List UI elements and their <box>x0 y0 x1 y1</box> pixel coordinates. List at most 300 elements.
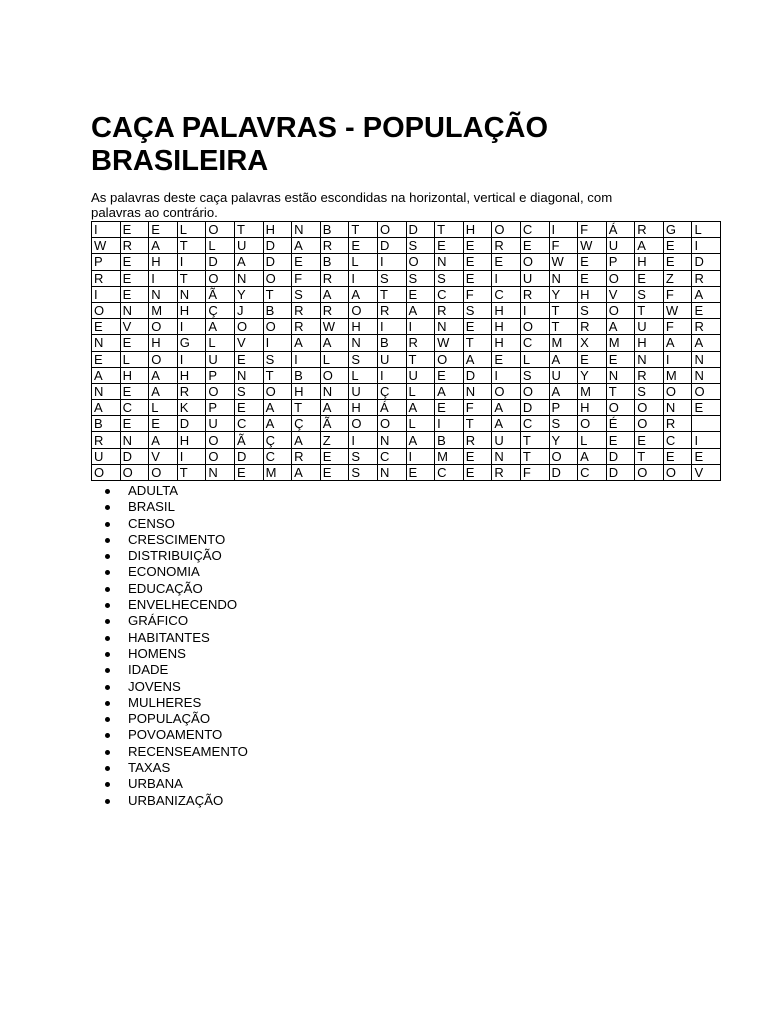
grid-cell: P <box>206 400 235 416</box>
grid-cell: M <box>606 335 635 351</box>
grid-cell: D <box>263 238 292 254</box>
grid-cell: A <box>292 432 321 448</box>
grid-cell: R <box>520 286 549 302</box>
grid-cell: A <box>406 432 435 448</box>
grid-cell: O <box>663 383 692 399</box>
grid-cell: B <box>320 254 349 270</box>
grid-cell: Y <box>578 367 607 383</box>
grid-cell: I <box>520 302 549 318</box>
grid-cell: R <box>406 335 435 351</box>
grid-cell: T <box>463 335 492 351</box>
grid-cell: E <box>692 448 721 464</box>
grid-cell: A <box>149 367 178 383</box>
bullet-icon <box>105 750 110 755</box>
grid-cell: W <box>578 238 607 254</box>
grid-cell: O <box>549 448 578 464</box>
grid-cell: I <box>692 238 721 254</box>
grid-cell: R <box>463 432 492 448</box>
grid-cell: C <box>520 416 549 432</box>
grid-cell: É <box>606 416 635 432</box>
grid-cell: U <box>606 238 635 254</box>
list-item <box>91 564 691 580</box>
grid-cell: A <box>406 302 435 318</box>
list-item <box>91 532 691 548</box>
grid-cell: T <box>549 319 578 335</box>
bullet-icon <box>105 489 110 494</box>
word-label: CRESCIMENTO <box>128 531 226 547</box>
grid-row <box>92 351 721 367</box>
grid-cell: B <box>292 367 321 383</box>
word-label: DISTRIBUIÇÃO <box>128 548 222 564</box>
grid-cell: I <box>406 319 435 335</box>
grid-cell: S <box>263 351 292 367</box>
list-item <box>91 613 691 629</box>
grid-cell: A <box>292 238 321 254</box>
grid-cell: Ç <box>377 383 406 399</box>
grid-cell: O <box>206 383 235 399</box>
grid-cell: H <box>120 367 149 383</box>
grid-cell: I <box>177 254 206 270</box>
grid-cell: I <box>349 270 378 286</box>
grid-cell: O <box>435 351 464 367</box>
grid-cell: A <box>549 351 578 367</box>
word-list <box>91 483 691 809</box>
grid-cell: D <box>549 464 578 480</box>
grid-cell: C <box>578 464 607 480</box>
grid-cell: O <box>635 464 664 480</box>
grid-cell: L <box>406 416 435 432</box>
grid-cell: U <box>520 270 549 286</box>
list-item <box>91 662 691 678</box>
grid-cell: I <box>549 222 578 238</box>
grid-cell: O <box>663 464 692 480</box>
grid-row <box>92 254 721 270</box>
grid-cell: A <box>92 400 121 416</box>
grid-cell: R <box>635 367 664 383</box>
grid-cell: U <box>492 432 521 448</box>
grid-cell: M <box>435 448 464 464</box>
bullet-icon <box>105 782 110 787</box>
grid-cell: H <box>463 222 492 238</box>
grid-cell: H <box>349 319 378 335</box>
grid-cell: A <box>320 335 349 351</box>
grid-cell: F <box>463 400 492 416</box>
grid-cell: O <box>92 302 121 318</box>
grid-cell: M <box>663 367 692 383</box>
grid-cell: N <box>692 351 721 367</box>
grid-cell: E <box>463 270 492 286</box>
grid-cell: E <box>406 464 435 480</box>
grid-cell: E <box>663 238 692 254</box>
grid-cell: A <box>692 335 721 351</box>
grid-cell: V <box>149 448 178 464</box>
grid-cell: N <box>549 270 578 286</box>
grid-cell: N <box>349 335 378 351</box>
grid-cell: O <box>263 383 292 399</box>
grid-cell: N <box>463 383 492 399</box>
grid-cell: H <box>149 254 178 270</box>
grid-cell: I <box>92 286 121 302</box>
grid-cell: N <box>377 464 406 480</box>
grid-cell: I <box>349 432 378 448</box>
grid-cell: S <box>292 286 321 302</box>
page-title: CAÇA PALAVRAS - POPULAÇÃO BRASILEIRA <box>91 112 549 177</box>
grid-cell: C <box>234 416 263 432</box>
grid-cell: H <box>578 400 607 416</box>
grid-cell: L <box>349 254 378 270</box>
grid-cell: E <box>663 254 692 270</box>
grid-cell: L <box>149 400 178 416</box>
grid-cell: T <box>549 302 578 318</box>
grid-row <box>92 400 721 416</box>
grid-cell: D <box>234 448 263 464</box>
grid-cell: T <box>292 400 321 416</box>
word-label: RECENSEAMENTO <box>128 743 248 759</box>
grid-cell: U <box>92 448 121 464</box>
grid-cell: L <box>349 367 378 383</box>
grid-cell: Y <box>234 286 263 302</box>
grid-cell: L <box>206 335 235 351</box>
grid-cell: O <box>206 448 235 464</box>
grid-cell: X <box>578 335 607 351</box>
grid-cell: R <box>492 238 521 254</box>
grid-cell: E <box>435 238 464 254</box>
list-item <box>91 646 691 662</box>
grid-cell: E <box>463 448 492 464</box>
grid-cell: E <box>463 254 492 270</box>
grid-cell: S <box>549 416 578 432</box>
grid-cell: A <box>263 416 292 432</box>
grid-cell: R <box>292 319 321 335</box>
grid-cell: S <box>349 464 378 480</box>
grid-cell: V <box>120 319 149 335</box>
grid-cell: S <box>349 448 378 464</box>
grid-row <box>92 270 721 286</box>
word-label: JOVENS <box>128 678 181 694</box>
grid-cell: D <box>206 254 235 270</box>
grid-cell: N <box>92 335 121 351</box>
grid-cell: S <box>463 302 492 318</box>
grid-cell: M <box>149 302 178 318</box>
grid-cell: C <box>492 286 521 302</box>
grid-cell: Y <box>549 432 578 448</box>
word-label: HABITANTES <box>128 629 210 645</box>
grid-cell: N <box>492 448 521 464</box>
grid-cell: O <box>635 416 664 432</box>
grid-cell: T <box>435 222 464 238</box>
grid-cell: C <box>663 432 692 448</box>
grid-cell: T <box>520 448 549 464</box>
bullet-icon <box>105 717 110 722</box>
bullet-icon <box>105 701 110 706</box>
grid-cell: T <box>263 286 292 302</box>
grid-cell: U <box>206 351 235 367</box>
grid-cell: T <box>177 464 206 480</box>
grid-cell: O <box>492 222 521 238</box>
grid-cell: S <box>635 286 664 302</box>
grid-cell: D <box>406 222 435 238</box>
grid-cell: O <box>520 254 549 270</box>
grid-cell: L <box>206 238 235 254</box>
grid-cell: A <box>606 319 635 335</box>
grid-cell: O <box>263 319 292 335</box>
grid-cell: A <box>406 400 435 416</box>
grid-cell: S <box>349 351 378 367</box>
grid-cell: A <box>492 400 521 416</box>
grid-cell: H <box>292 383 321 399</box>
grid-cell: R <box>320 270 349 286</box>
grid-cell: E <box>234 464 263 480</box>
grid-cell: A <box>663 335 692 351</box>
grid-cell: I <box>406 448 435 464</box>
grid-cell: F <box>463 286 492 302</box>
grid-cell: E <box>463 464 492 480</box>
grid-cell: E <box>120 416 149 432</box>
grid-cell: F <box>578 222 607 238</box>
grid-cell: M <box>578 383 607 399</box>
word-label: ENVELHECENDO <box>128 597 238 613</box>
grid-cell: Z <box>320 432 349 448</box>
grid-cell: O <box>520 383 549 399</box>
bullet-icon <box>105 538 110 543</box>
grid-cell: Á <box>377 400 406 416</box>
word-label: URBANIZAÇÃO <box>128 792 224 808</box>
grid-cell: H <box>492 335 521 351</box>
grid-cell: R <box>177 383 206 399</box>
grid-row <box>92 367 721 383</box>
grid-cell: L <box>320 351 349 367</box>
grid-cell: K <box>177 400 206 416</box>
grid-cell: M <box>263 464 292 480</box>
grid-cell: T <box>635 302 664 318</box>
grid-cell: D <box>463 367 492 383</box>
grid-cell: I <box>663 351 692 367</box>
grid-cell: I <box>377 254 406 270</box>
grid-cell: C <box>520 222 549 238</box>
grid-cell: N <box>234 367 263 383</box>
grid-cell: U <box>377 351 406 367</box>
grid-cell: T <box>520 432 549 448</box>
grid-cell: Ã <box>320 416 349 432</box>
grid-cell: J <box>234 302 263 318</box>
grid-cell: C <box>435 286 464 302</box>
grid-cell: A <box>492 416 521 432</box>
grid-cell: S <box>520 367 549 383</box>
grid-cell: O <box>120 464 149 480</box>
grid-cell: O <box>606 270 635 286</box>
grid-cell: N <box>435 254 464 270</box>
grid-cell: R <box>692 319 721 335</box>
grid-cell: R <box>292 302 321 318</box>
grid-cell: D <box>520 400 549 416</box>
grid-cell: E <box>606 351 635 367</box>
grid-cell: R <box>492 464 521 480</box>
grid-cell: N <box>635 351 664 367</box>
grid-cell: E <box>635 270 664 286</box>
bullet-icon <box>105 522 110 527</box>
grid-cell: E <box>120 286 149 302</box>
grid-cell: W <box>435 335 464 351</box>
grid-cell: E <box>606 432 635 448</box>
grid-cell: R <box>578 319 607 335</box>
list-item <box>91 727 691 743</box>
grid-cell: D <box>606 464 635 480</box>
grid-row <box>92 432 721 448</box>
grid-cell: O <box>234 319 263 335</box>
grid-cell: C <box>520 335 549 351</box>
grid-cell: F <box>549 238 578 254</box>
grid-cell: B <box>435 432 464 448</box>
word-label: EDUCAÇÃO <box>128 580 203 596</box>
grid-cell: O <box>263 270 292 286</box>
grid-cell: L <box>520 351 549 367</box>
grid-cell: N <box>692 367 721 383</box>
grid-cell: A <box>320 286 349 302</box>
grid-cell: E <box>120 335 149 351</box>
grid-cell: E <box>492 351 521 367</box>
grid-cell: E <box>692 400 721 416</box>
grid-cell: U <box>349 383 378 399</box>
grid-cell: A <box>320 400 349 416</box>
grid-cell: C <box>263 448 292 464</box>
grid-cell: E <box>234 400 263 416</box>
grid-cell: E <box>120 254 149 270</box>
grid-cell: R <box>92 432 121 448</box>
grid-cell: W <box>92 238 121 254</box>
grid-cell: T <box>606 383 635 399</box>
grid-row <box>92 416 721 432</box>
bullet-icon <box>105 766 110 771</box>
grid-cell: T <box>177 238 206 254</box>
grid-cell: D <box>606 448 635 464</box>
grid-cell: A <box>149 432 178 448</box>
grid-cell: A <box>692 286 721 302</box>
grid-cell: C <box>435 464 464 480</box>
grid-cell: I <box>149 270 178 286</box>
grid-cell: S <box>234 383 263 399</box>
word-label: URBANA <box>128 776 183 792</box>
grid-cell: A <box>149 238 178 254</box>
grid-cell: N <box>120 302 149 318</box>
grid-cell: D <box>692 254 721 270</box>
bullet-icon <box>105 570 110 575</box>
grid-cell: A <box>92 367 121 383</box>
bullet-icon <box>105 652 110 657</box>
list-item <box>91 548 691 564</box>
grid-cell: E <box>120 222 149 238</box>
grid-cell: S <box>635 383 664 399</box>
instructions-text: As palavras deste caça palavras estão escondidas na horizontal, vertical e diagonal, com palavras ao contrário. <box>91 190 613 220</box>
grid-cell: A <box>349 286 378 302</box>
bullet-icon <box>105 505 110 510</box>
grid-cell: T <box>635 448 664 464</box>
list-item <box>91 744 691 760</box>
bullet-icon <box>105 619 110 624</box>
grid-cell: N <box>206 464 235 480</box>
grid-cell: H <box>177 367 206 383</box>
grid-cell: A <box>549 383 578 399</box>
grid-cell: E <box>92 319 121 335</box>
grid-cell: F <box>663 319 692 335</box>
grid-cell: R <box>635 222 664 238</box>
grid-cell: I <box>177 351 206 367</box>
bullet-icon <box>105 668 110 673</box>
grid-cell: Y <box>549 286 578 302</box>
grid-cell: Ã <box>206 286 235 302</box>
grid-cell: E <box>463 319 492 335</box>
grid-cell: F <box>520 464 549 480</box>
grid-row <box>92 383 721 399</box>
grid-cell: T <box>234 222 263 238</box>
grid-cell: O <box>320 367 349 383</box>
grid-cell: Ã <box>234 432 263 448</box>
grid-cell: L <box>406 383 435 399</box>
grid-cell: E <box>120 270 149 286</box>
grid-cell: I <box>435 416 464 432</box>
grid-cell: H <box>492 319 521 335</box>
grid-cell: U <box>549 367 578 383</box>
grid-cell: E <box>663 448 692 464</box>
grid-cell: O <box>206 432 235 448</box>
grid-cell: O <box>149 464 178 480</box>
word-label: HOMENS <box>128 645 186 661</box>
word-label: ADULTA <box>128 483 179 498</box>
grid-cell: O <box>606 302 635 318</box>
grid-cell: V <box>692 464 721 480</box>
grid-cell: P <box>549 400 578 416</box>
word-label: POVOAMENTO <box>128 727 223 743</box>
grid-cell: D <box>120 448 149 464</box>
grid-cell: R <box>320 238 349 254</box>
grid-cell: A <box>463 351 492 367</box>
grid-cell: A <box>206 319 235 335</box>
grid-cell: S <box>377 270 406 286</box>
grid-cell: E <box>149 222 178 238</box>
grid-cell: N <box>234 270 263 286</box>
grid-cell: T <box>463 416 492 432</box>
grid-cell: Ç <box>263 432 292 448</box>
word-label: CENSO <box>128 515 175 531</box>
grid-cell: O <box>349 302 378 318</box>
grid-cell: E <box>435 400 464 416</box>
grid-cell: B <box>377 335 406 351</box>
bullet-icon <box>105 603 110 608</box>
grid-cell: R <box>320 302 349 318</box>
grid-cell: N <box>663 400 692 416</box>
word-label: POPULAÇÃO <box>128 711 211 727</box>
grid-cell: A <box>292 335 321 351</box>
word-label: BRASIL <box>128 499 175 515</box>
grid-cell: U <box>234 238 263 254</box>
grid-cell: F <box>663 286 692 302</box>
grid-cell: O <box>377 222 406 238</box>
bullet-icon <box>105 636 110 641</box>
grid-cell: G <box>177 335 206 351</box>
grid-cell: O <box>149 319 178 335</box>
grid-cell: T <box>177 270 206 286</box>
grid-cell: U <box>206 416 235 432</box>
grid-cell: W <box>663 302 692 318</box>
grid-cell: W <box>320 319 349 335</box>
bullet-icon <box>105 587 110 592</box>
grid-row <box>92 335 721 351</box>
grid-cell: L <box>120 351 149 367</box>
grid-cell: E <box>492 254 521 270</box>
grid-cell: H <box>177 302 206 318</box>
grid-cell: H <box>578 286 607 302</box>
grid-cell: I <box>377 319 406 335</box>
grid-cell: E <box>578 254 607 270</box>
